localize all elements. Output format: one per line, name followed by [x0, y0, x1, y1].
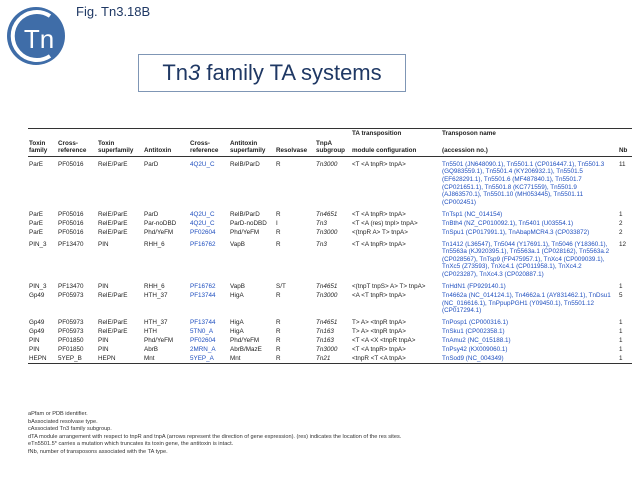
toxin-family-cell: ParE: [29, 219, 43, 227]
antitoxin-cell: HTH_37: [144, 319, 168, 327]
footnote: cAssociated Tn3 family subgroup.: [28, 426, 112, 432]
header-antitoxin-superfamily: Antitoxin superfamily: [229, 139, 275, 157]
antitoxin-cell: HTH: [144, 328, 157, 336]
toxin-family-cell: PIN: [29, 336, 40, 344]
ta-config-cell: <(tnpT tnpS> A> T> tnpA>: [352, 283, 426, 291]
ta-systems-table: [28, 128, 632, 364]
cross-reference-2-cell: PF16762: [190, 240, 216, 248]
antitoxin-cell: Phd/YeFM: [144, 228, 174, 236]
header-antitoxin: Antitoxin: [143, 139, 189, 157]
resolvase-cell: R: [276, 336, 281, 344]
toxin-superfamily-cell: PIN: [98, 283, 109, 291]
toxin-superfamily-cell: RelE/ParE: [98, 210, 128, 218]
resolvase-cell: S/T: [276, 283, 286, 291]
table-row: [28, 328, 632, 337]
toxin-superfamily-cell: PIN: [98, 240, 109, 248]
header-ta-config-top: TA transposition: [351, 129, 441, 139]
resolvase-cell: R: [276, 345, 281, 353]
table-row: [28, 336, 632, 345]
table-row: [28, 315, 632, 327]
antitoxin-cell: Phd/YeFM: [144, 336, 174, 344]
toxin-superfamily-cell: RelE/ParE: [98, 328, 128, 336]
cross-reference-2-cell: 2MRN_A: [190, 345, 216, 353]
tnpa-subgroup-cell: Tn4651: [316, 319, 338, 327]
toxin-family-cell: ParE: [29, 228, 43, 236]
toxin-superfamily-cell: PIN: [98, 345, 109, 353]
header-tnpa-subgroup: TnpA subgroup: [315, 139, 351, 157]
cross-reference-2-cell: PF13744: [190, 319, 216, 327]
slide-title: [138, 54, 406, 92]
ta-config-cell: <T <A (res) tnpI> tnpA>: [352, 219, 418, 227]
resolvase-cell: R: [276, 328, 281, 336]
cross-reference-cell: PF05016: [58, 228, 84, 236]
nb-cell: 12: [619, 240, 627, 248]
toxin-family-cell: Gp49: [29, 319, 45, 327]
transposon-cell: Tn5501 (JN648090.1), Tn5501.1 (CP016447.1), Tn5501.3 (GQ983559.1), Tn5501.4 (KY206932.1), Tn5501.5 (EF628291.1), Tn5501.6 (MF487840.1), Tn5501.7 (CP021651.1), Tn5501.8 (KC771559), Tn5501.9 (AJ863570.1), Tn5501.10 (MH053445), Tn5501.11 (CP002451): [442, 160, 605, 206]
nb-cell: 1: [619, 283, 623, 291]
title-italic: 3: [188, 60, 201, 85]
title-post: family TA systems: [200, 60, 382, 85]
nb-cell: 5: [619, 292, 623, 300]
antitoxin-superfamily-cell: VapB: [230, 240, 245, 248]
tnpa-subgroup-cell: Tn163: [316, 328, 334, 336]
transposon-cell: Tn4662a (NC_014124.1), Tn4662a.1 (AY831462.1), TnDsu1 (NC_016616.1), TnPpupPGH1 (Y09450.1), Tn5501.12 (CP017294.1): [442, 292, 611, 315]
antitoxin-superfamily-cell: AbrB/MazE: [230, 345, 262, 353]
cross-reference-cell: PF13470: [58, 283, 84, 291]
header-ta-config: module configuration: [351, 139, 441, 157]
resolvase-cell: R: [276, 210, 281, 218]
resolvase-cell: R: [275, 354, 315, 363]
cross-reference-2-cell: PF02604: [190, 336, 216, 344]
table-row: [28, 219, 632, 228]
figure-label: Fig. Tn3.18B: [76, 4, 151, 19]
nb-cell: 1: [619, 328, 623, 336]
toxin-family-cell: Gp49: [29, 328, 45, 336]
ta-config-cell: <T <A tnpR> tnpA>: [352, 210, 406, 218]
header-transposon-top: Transposon name: [441, 129, 618, 139]
cross-reference-cell: PF01850: [58, 345, 84, 353]
cross-reference-cell: PF13470: [58, 240, 84, 248]
footnote: aPfam or PDB identifier.: [28, 411, 88, 417]
cross-reference-cell: PF01850: [58, 336, 84, 344]
antitoxin-cell: ParD: [144, 210, 159, 218]
antitoxin-superfamily-cell: HigA: [230, 292, 244, 300]
cross-reference-cell: PF05973: [58, 292, 84, 300]
tnpa-subgroup-cell: Tn163: [316, 336, 334, 344]
header-cross-reference: Cross-reference: [57, 139, 97, 157]
cross-reference-2-cell: 5TN0_A: [190, 328, 214, 336]
toxin-family-cell: PIN_3: [29, 283, 47, 291]
cross-reference-2-cell: PF02604: [190, 228, 216, 236]
cross-reference-2-cell: 4Q2U_C: [190, 160, 215, 168]
antitoxin-cell: ParD: [144, 160, 159, 168]
antitoxin-superfamily-cell: Phd/YeFM: [230, 336, 260, 344]
cross-reference-cell: 5YEP_B: [57, 354, 97, 363]
transposon-cell: TnPosp1 (CP000316.1): [442, 319, 509, 327]
resolvase-cell: R: [276, 160, 281, 168]
transposon-cell: TnTsp1 (NC_014154): [442, 210, 503, 218]
antitoxin-cell: AbrB: [144, 345, 158, 353]
header-toxin-superfamily: Toxin superfamily: [97, 139, 143, 157]
antitoxin-superfamily-cell: RelB/ParD: [230, 160, 260, 168]
toxin-family-cell: ParE: [29, 210, 43, 218]
cross-reference-cell: PF05016: [58, 160, 84, 168]
transposon-cell: TnSku1 (CP002358.1): [442, 328, 505, 336]
toxin-superfamily-cell: RelE/ParE: [98, 292, 128, 300]
footnotes: [28, 411, 401, 456]
ta-config-cell: <A <T tnpR> tnpA>: [352, 292, 406, 300]
footnote: dTA module arrangement with respect to tnpR and tnpA (arrows represent the direction of gene expression). (res) indicates the location of the res sites.: [28, 433, 402, 440]
title-pre: Tn: [162, 60, 189, 85]
antitoxin-superfamily-cell: HigA: [230, 328, 244, 336]
ta-config-cell: <(tnpR A> T> tnpA>: [352, 228, 408, 236]
ta-config-cell: <tnpR <T <A tnpA>: [351, 354, 441, 363]
cross-reference-2-cell: 4Q2U_C: [190, 210, 215, 218]
ta-config-cell: <T <A <X <tnpR tnpA>: [352, 336, 416, 344]
toxin-family-cell: HEPN: [28, 354, 57, 363]
nb-cell: 11: [619, 160, 626, 168]
nb-cell: 1: [619, 319, 623, 327]
table-row: [28, 207, 632, 219]
transposon-cell: TnSod9 (NC_004349): [441, 354, 618, 363]
antitoxin-superfamily-cell: Mnt: [229, 354, 275, 363]
cross-reference-cell: PF05016: [58, 210, 84, 218]
toxin-superfamily-cell: RelE/ParE: [98, 160, 128, 168]
antitoxin-superfamily-cell: VapB: [230, 283, 245, 291]
cross-reference-cell: PF05016: [58, 219, 84, 227]
ta-config-cell: <T <A tnpR> tnpA>: [352, 345, 406, 353]
ta-config-cell: T> A> <tnpR tnpA>: [352, 328, 406, 336]
table-row: [28, 237, 632, 280]
antitoxin-cell: Mnt: [143, 354, 189, 363]
toxin-superfamily-cell: RelE/ParE: [98, 319, 128, 327]
transposon-cell: Tn1412 (L36547), Tn5044 (Y17691.1), Tn5046 (Y18360.1), Tn5563a (KJ920395.1), Tn5563a.1 (CP028162), Tn5563a.2 (CP028567), TnTsp9 (FP475957.1), TnXc4 (CP009039.1), TnXc5 (Z73593), TnXc4.1 (CP011958.1), TnXc4.2 (CP023287), TnXc4.3 (CP020887.1): [442, 240, 610, 279]
resolvase-cell: R: [276, 319, 281, 327]
cross-reference-2-cell: PF13744: [190, 292, 216, 300]
toxin-family-cell: ParE: [29, 160, 43, 168]
toxin-superfamily-cell: PIN: [98, 336, 109, 344]
tnpa-subgroup-cell: Tn3000: [316, 292, 338, 300]
footnote: bAssociated resolvase type.: [28, 418, 98, 425]
transposon-cell: TnSpu1 (CP017991.1), TnAbapMCR4.3 (CP033872): [442, 228, 590, 236]
resolvase-cell: R: [276, 228, 281, 236]
table-row: [28, 156, 632, 207]
antitoxin-cell: Par-noDBD: [144, 219, 177, 227]
antitoxin-superfamily-cell: RelB/ParD: [230, 210, 260, 218]
nb-cell: 1: [618, 354, 632, 363]
tnpa-subgroup-cell: Tn3: [316, 240, 327, 248]
nb-cell: 1: [619, 336, 623, 344]
resolvase-cell: R: [276, 292, 281, 300]
antitoxin-cell: RHH_6: [144, 283, 165, 291]
cross-reference-cell: PF05973: [58, 319, 84, 327]
antitoxin-superfamily-cell: Phd/YeFM: [230, 228, 260, 236]
nb-cell: 2: [619, 219, 623, 227]
antitoxin-cell: HTH_37: [144, 292, 168, 300]
table-body: [28, 156, 632, 363]
table-row: [28, 279, 632, 291]
tnpa-subgroup-cell: Tn21: [315, 354, 351, 363]
header-transposon: (accession no.): [441, 139, 618, 157]
cross-reference-2-cell: 5YEP_A: [189, 354, 229, 363]
transposon-cell: TnBth4 (NZ_CP010092.1), Tn5401 (U03554.1): [442, 219, 574, 227]
toxin-family-cell: Gp49: [29, 292, 45, 300]
table-row: [28, 345, 632, 354]
antitoxin-cell: RHH_6: [144, 240, 165, 248]
ta-config-cell: <T <A tnpR> tnpA>: [352, 240, 406, 248]
transposon-cell: TnPsy42 (KX009060.1): [442, 345, 508, 353]
tnpa-subgroup-cell: Tn3000: [316, 228, 338, 236]
table-row: [28, 354, 632, 363]
tnpa-subgroup-cell: Tn3000: [316, 160, 338, 168]
tnpa-subgroup-cell: Tn4651: [316, 283, 338, 291]
transposon-cell: TnAmu2 (NC_015188.1): [442, 336, 511, 344]
tnpa-subgroup-cell: Tn3000: [316, 345, 338, 353]
toxin-superfamily-cell: RelE/ParE: [98, 228, 128, 236]
cross-reference-2-cell: 4Q2U_C: [190, 219, 215, 227]
header-cross-reference-2: Cross-reference: [189, 139, 229, 157]
table-row: [28, 291, 632, 315]
footnote: fNb, number of transposons associated with the TA type.: [28, 448, 168, 455]
header-toxin-family: Toxin family: [28, 139, 57, 157]
tn-logo: [4, 4, 68, 68]
ta-config-cell: T> A> <tnpR tnpA>: [352, 319, 406, 327]
table-row: [28, 228, 632, 237]
tnpa-subgroup-cell: Tn3: [316, 219, 327, 227]
toxin-superfamily-cell: HEPN: [97, 354, 143, 363]
transposon-cell: TnHdN1 (FP929140.1): [442, 283, 506, 291]
toxin-family-cell: PIN_3: [29, 240, 47, 248]
toxin-family-cell: PIN: [29, 345, 40, 353]
resolvase-cell: R: [276, 240, 281, 248]
nb-cell: 2: [619, 228, 623, 236]
header-nb: Nb: [618, 139, 632, 157]
toxin-superfamily-cell: RelE/ParE: [98, 219, 128, 227]
ta-config-cell: <T <A tnpR> tnpA>: [352, 160, 406, 168]
tnpa-subgroup-cell: Tn4651: [316, 210, 338, 218]
antitoxin-superfamily-cell: ParD-noDBD: [230, 219, 267, 227]
resolvase-cell: I: [276, 219, 278, 227]
header-resolvase: Resolvase: [275, 139, 315, 157]
cross-reference-2-cell: PF16762: [190, 283, 216, 291]
antitoxin-superfamily-cell: HigA: [230, 319, 244, 327]
logo-text: Tn: [23, 24, 55, 54]
cross-reference-cell: PF05973: [58, 328, 84, 336]
nb-cell: 1: [619, 345, 623, 353]
footnote: eTn5501.5* carries a mutation which truncates its toxin gene, the antitoxin is intact.: [28, 441, 234, 447]
nb-cell: 1: [619, 210, 623, 218]
